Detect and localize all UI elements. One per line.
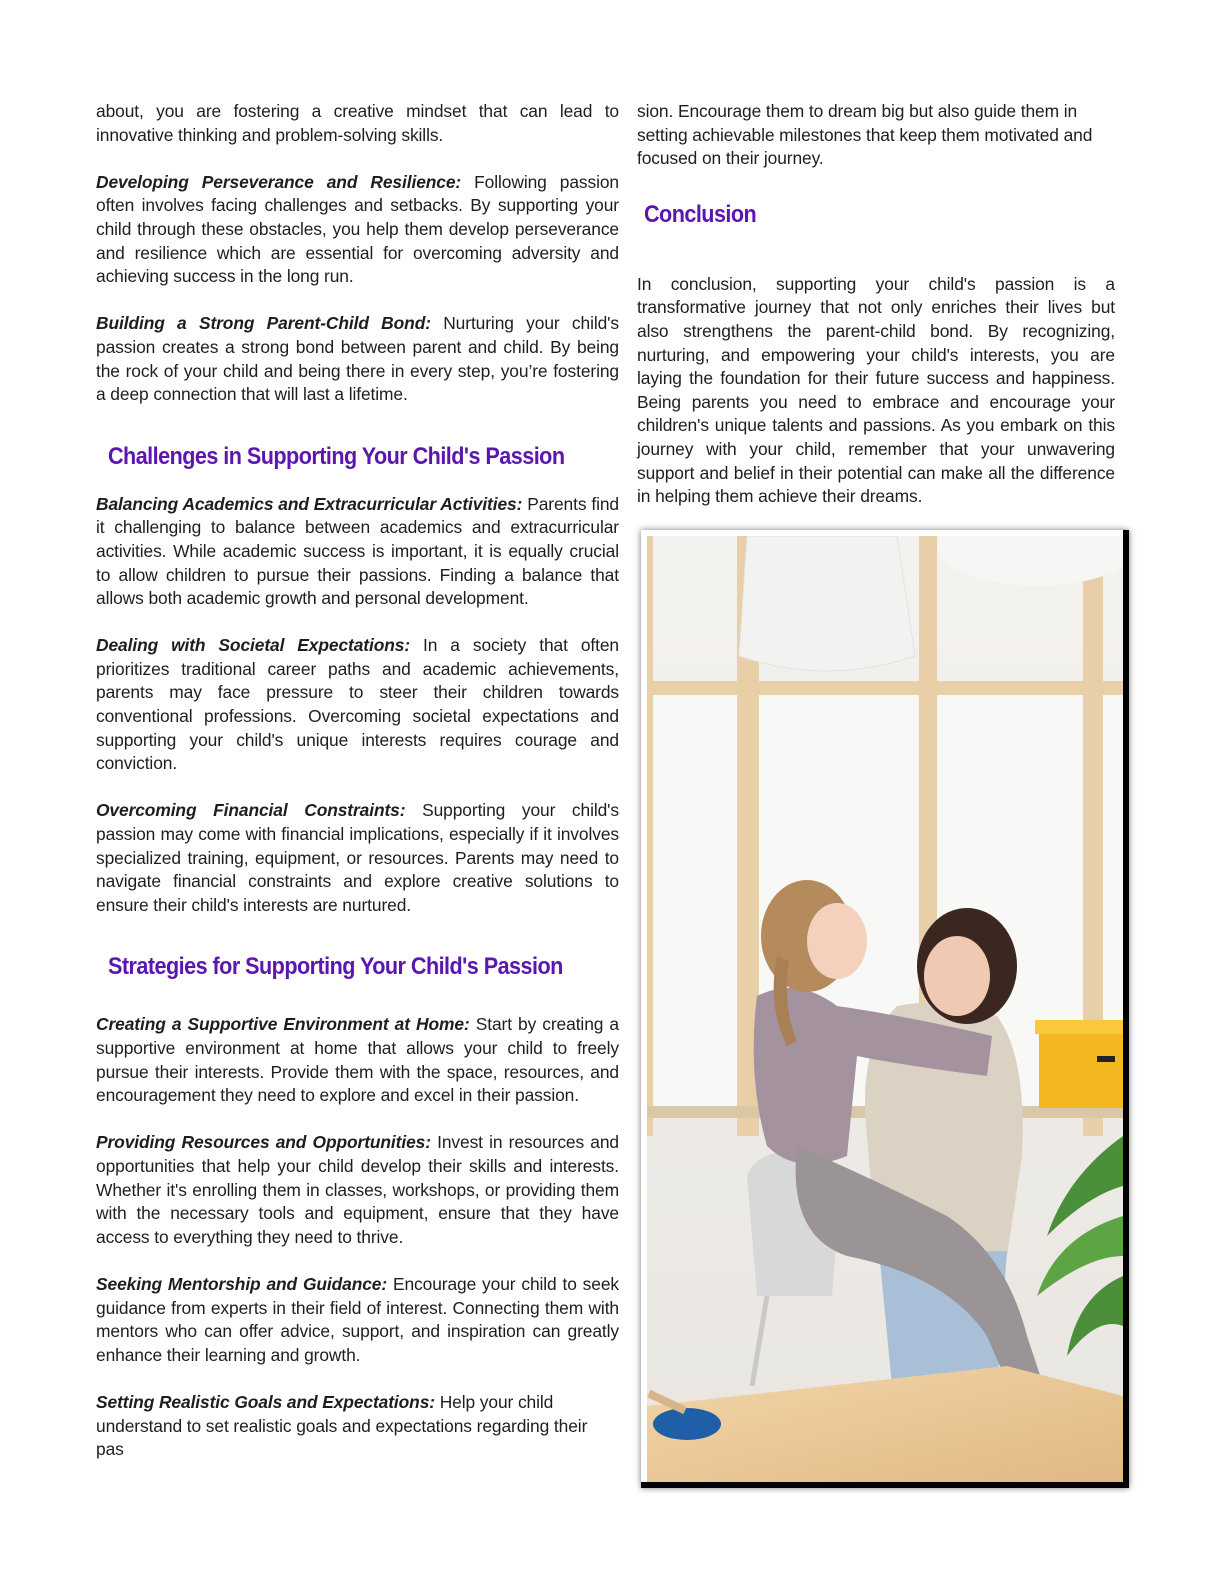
right-column xyxy=(637,100,1115,509)
strategy-mentorship xyxy=(96,1273,619,1367)
strategy-text: Help your child understand to set realistic goals and expectations regarding their pas xyxy=(96,1391,588,1460)
challenge-text: In a society that often prioritizes traditional career paths and academic achievements, parents may face pressure to steer their children towards conventional professions. Overcoming societal expectations and supporting your child's unique interests requires courage and conviction. xyxy=(96,635,620,774)
strategy-text: Invest in resources and opportunities that help your child develop their skills and interests. Whether it's enrolling them in classes, workshops, or providing them with the necessary tools and equipment, ensure that they have access to everything they need to thrive. xyxy=(96,1132,620,1247)
challenge-academics xyxy=(96,493,619,611)
challenge-lead: Overcoming Financial Constraints: xyxy=(96,800,406,821)
challenge-lead: Dealing with Societal Expectations: xyxy=(96,635,411,656)
challenge-text: Parents find it challenging to balance between academics and extracurricular activities. While academic success is important, it is equally crucial to allow children to pursue their passions. Finding a balance that allows both academic growth and personal development. xyxy=(96,493,619,609)
strategy-goals xyxy=(96,1391,619,1462)
strategy-text: Start by creating a supportive environment at home that allows your child to freely pursue their interests. Provide them with the space, resources, and encouragement they need to explore and excel in their passion. xyxy=(96,1014,619,1106)
photo-frame xyxy=(641,530,1129,1488)
benefit-text: Following passion often involves facing challenges and setbacks. By supporting your child through these obstacles, you help them develop perseverance and resilience which are essential for overcoming adversity and achieving success in the long run. xyxy=(96,171,620,287)
challenge-lead: Balancing Academics and Extracurricular Activities: xyxy=(96,493,523,514)
challenge-text: Supporting your child's passion may come with financial implications, especially if it involves specialized training, equipment, or resources. Parents may need to navigate financial constraints and explore creative solutions to ensure their child's interests are nurtured. xyxy=(96,800,619,915)
mother-daughter-photo xyxy=(647,536,1123,1482)
challenge-societal xyxy=(96,634,619,776)
left-column xyxy=(96,100,619,1462)
intro-continuation: about, you are fostering a creative mindset that can lead to innovative thinking and problem-solving skills. xyxy=(96,101,619,145)
girl-face xyxy=(807,903,867,979)
strategies-heading: Strategies for Supporting Your Child's Passion xyxy=(108,953,563,981)
benefit-text: Nurturing your child's passion creates a strong bond between parent and child. By being the rock of your child and being there in every step, you’re fostering a deep connection that will last a lifetime. xyxy=(96,313,619,405)
conclusion-text: In conclusion, supporting your child's passion is a transformative journey that not only enriches their lives but also strengthens the parent-child bond. By recognizing, nurturing, and empowering your child's interests, you are laying the foundation for their future success and happiness. Being parents you need to embrace and encourage your children's unique talents and passions. As you embark on this journey with your child, remember that your unwavering support and belief in their potential can make all the difference in helping them achieve their dreams. xyxy=(637,273,1115,507)
strategy-continuation: sion. Encourage them to dream big but also guide them in setting achievable milestones that keep them motivated and focused on their journey. xyxy=(637,101,1093,169)
strategy-lead: Setting Realistic Goals and Expectations: xyxy=(96,1391,435,1412)
strategy-resources xyxy=(96,1131,619,1249)
benefit-bond xyxy=(96,312,619,406)
mother-face xyxy=(924,936,990,1016)
challenges-heading: Challenges in Supporting Your Child's Passion xyxy=(108,442,565,470)
strategy-lead: Creating a Supportive Environment at Home: xyxy=(96,1014,470,1035)
conclusion-heading: Conclusion xyxy=(644,200,757,228)
box-handle xyxy=(1097,1056,1115,1062)
strategy-lead: Providing Resources and Opportunities: xyxy=(96,1132,431,1153)
strategy-text: Encourage your child to seek guidance from experts in their field of interest. Connecting them with mentors who can offer advice, support, and inspiration can greatly enhance their learning and growth. xyxy=(96,1273,619,1365)
benefit-lead: Developing Perseverance and Resilience: xyxy=(96,171,462,192)
benefit-lead: Building a Strong Parent-Child Bond: xyxy=(96,313,431,334)
strategy-lead: Seeking Mentorship and Guidance: xyxy=(96,1273,388,1294)
yellow-box-lid xyxy=(1035,1020,1123,1034)
pendant-lamp xyxy=(739,536,915,671)
yellow-box xyxy=(1039,1026,1123,1108)
benefit-perseverance xyxy=(96,171,619,289)
strategy-environment xyxy=(96,1013,619,1107)
paddle xyxy=(653,1408,721,1440)
challenge-financial xyxy=(96,799,619,917)
